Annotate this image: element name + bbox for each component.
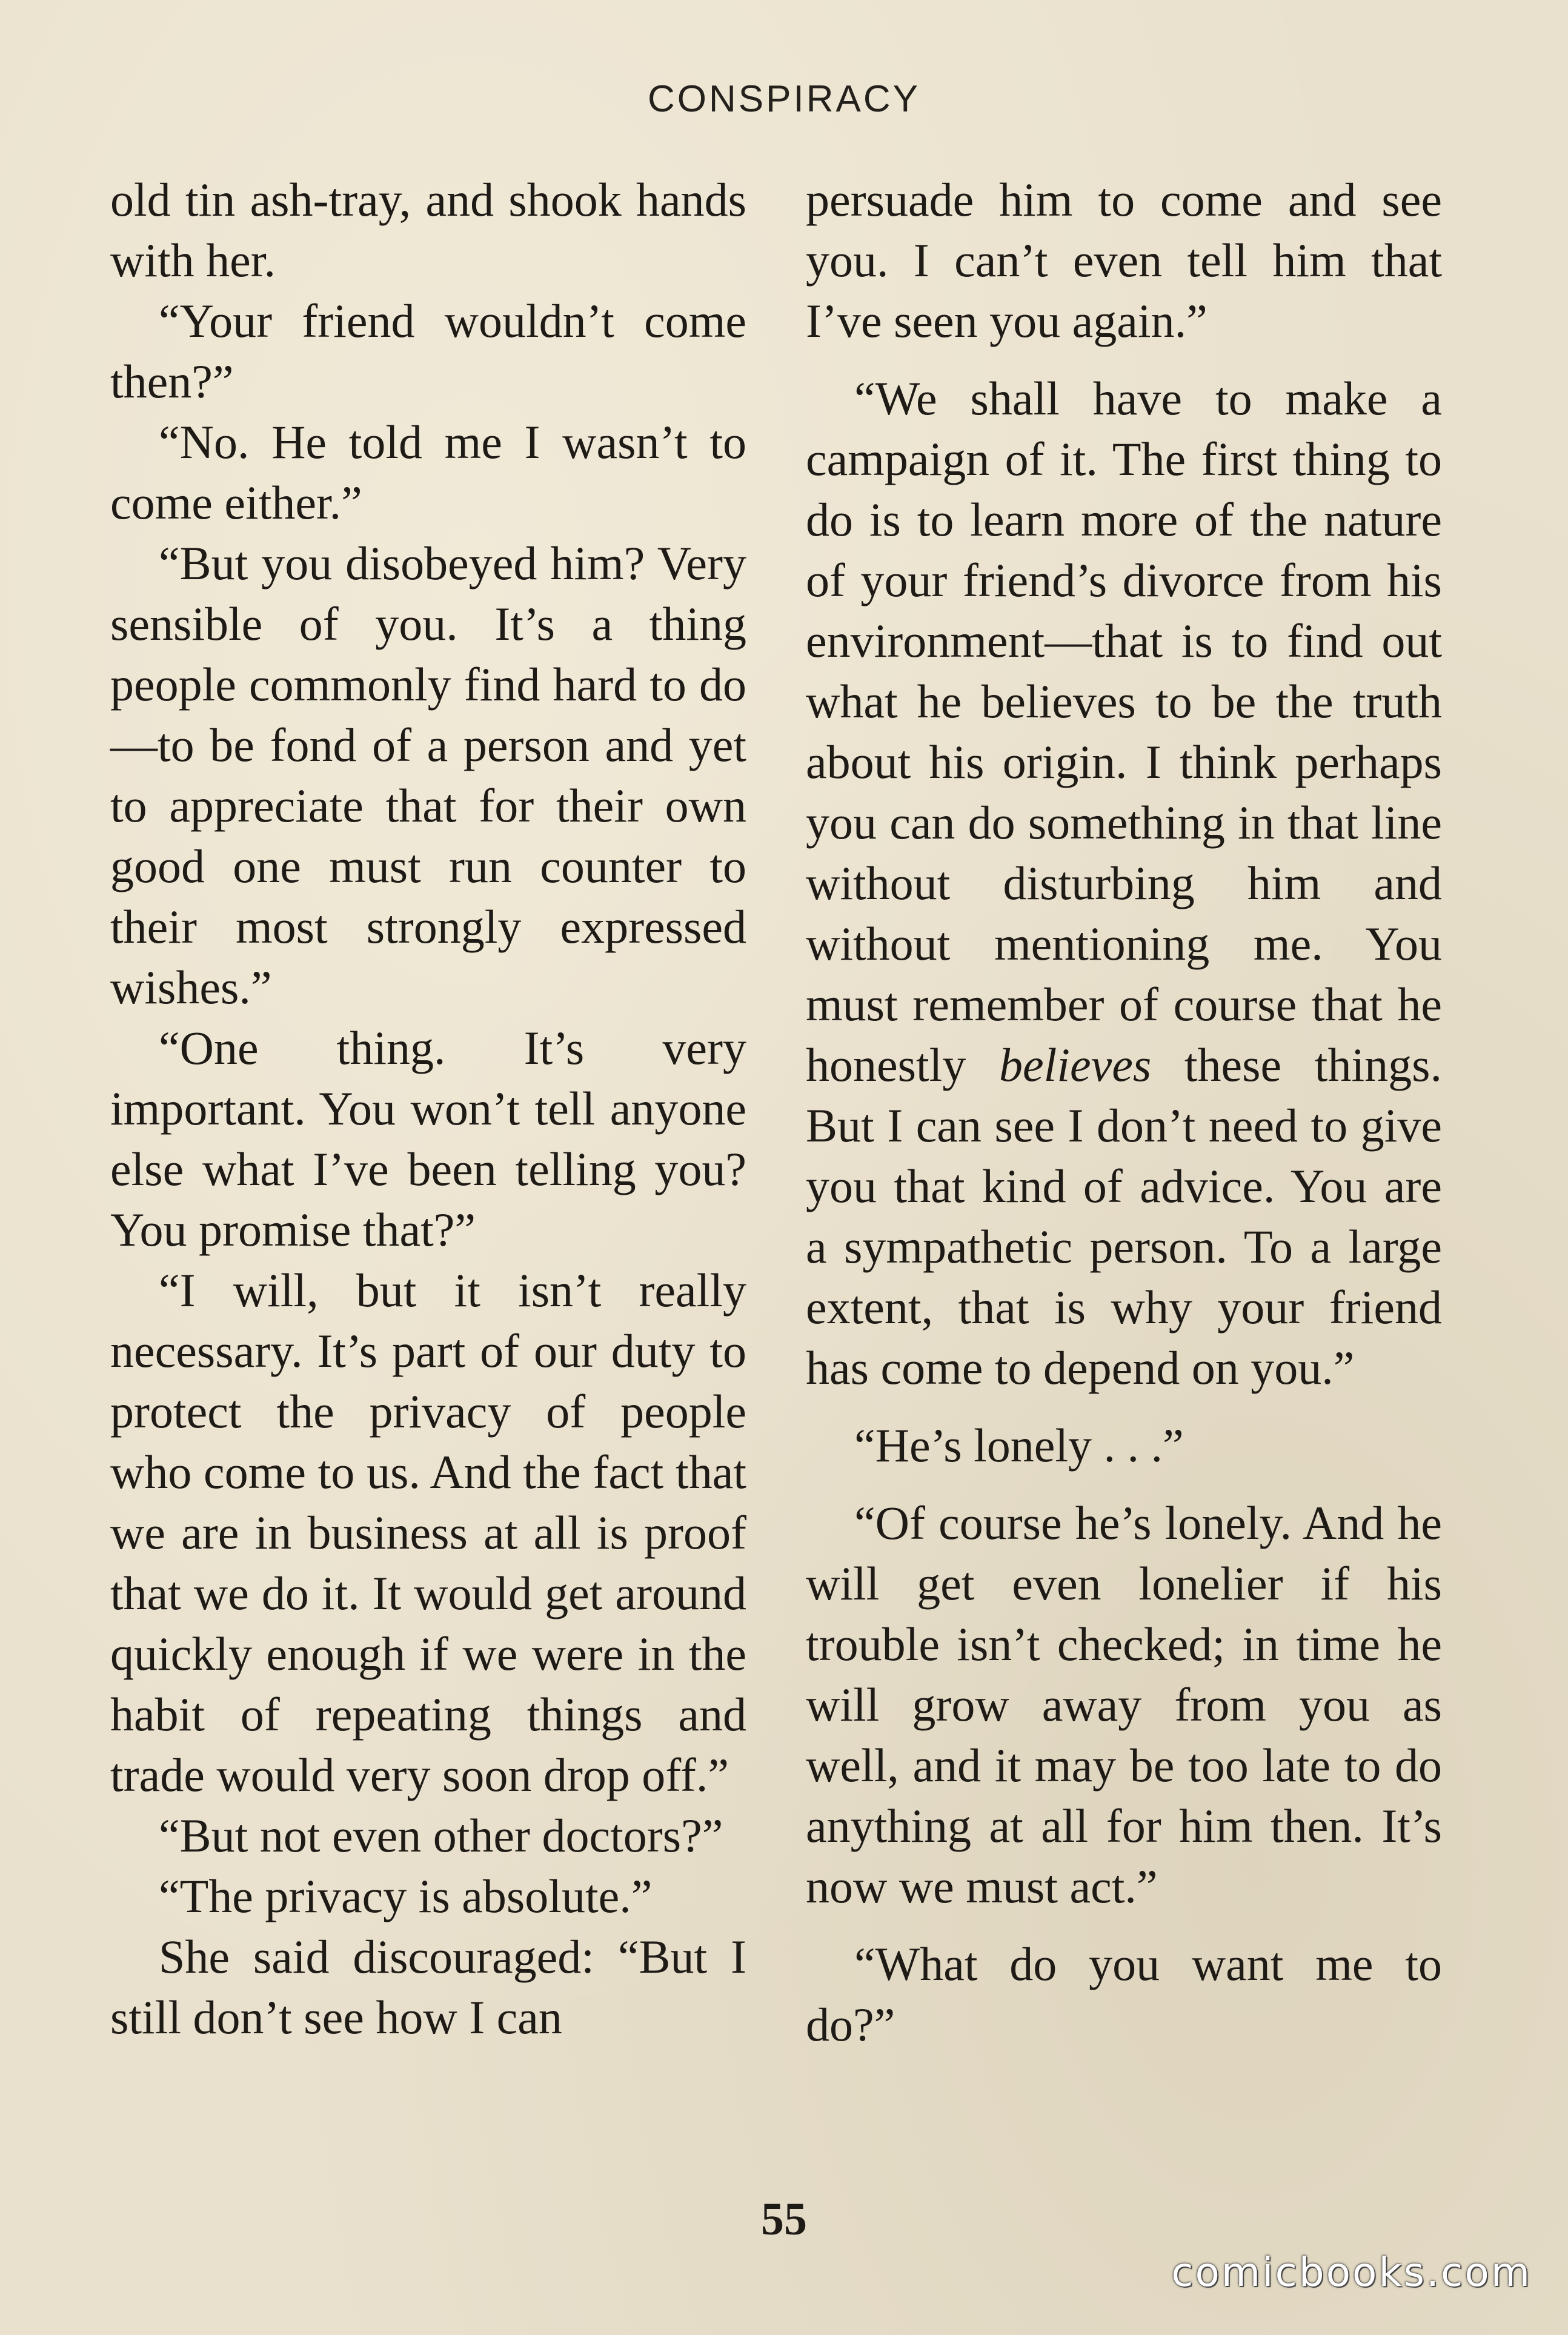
paragraph: “But not even other doctors?” — [159, 1809, 723, 1862]
paragraph: “One thing. It’s very important. You won’t tell anyone else what I’ve been telling you? You promise that?” — [110, 1021, 746, 1256]
paragraph: “What do you want me to do?” — [806, 1938, 1442, 2051]
watermark: comicbooks.com — [1171, 2249, 1532, 2296]
paragraph: “I will, but it isn’t really necessary. It’s part of our duty to protect the privacy of people who come to us. And the fact that we are in business at all is proof that we do it. It would get around quickly enough if we were in the habit of repeating things and trade would very soon drop off.” — [110, 1264, 746, 1801]
paragraph: old tin ash-tray, and shook hands with her. — [110, 173, 746, 287]
paragraph: She said discouraged: “But I still don’t see how I can — [110, 1930, 746, 2044]
paragraph: “Of course he’s lonely. And he will get even lonelier if his trouble isn’t checked; in time he will grow away from you as well, and it may be too late to do anything at all for him then. It’s now we must act.” — [806, 1496, 1442, 1913]
running-head: CONSPIRACY — [648, 78, 920, 120]
paragraph: “But you disobeyed him? Very sensible of you. It’s a thing people commonly find hard to do—to be fond of a person and yet to appreciate that for their own good one must run counter to their most strongly expressed wishes.” — [110, 537, 746, 1014]
paragraph — [806, 368, 1442, 1398]
page-number: 55 — [761, 2194, 807, 2245]
paragraph: “Your friend wouldn’t come then?” — [110, 294, 746, 408]
paragraph-text: “We shall have to make a campaign of it. The first thing to do is to learn more of the nature of your friend’s divorce from his environment—that is to find out what he believes to be the truth about his origin. I think perhaps you can do something in that line without disturbing him and without mentioning me. You must remember of course that he honestly — [806, 372, 1442, 1091]
paragraph-text: these things. But I can see I don’t need to give you that kind of advice. You are a sympathetic person. To a large extent, that is why your friend has come to depend on you.” — [806, 1038, 1442, 1394]
paragraph: “He’s lonely . . .” — [854, 1419, 1184, 1472]
paragraph: persuade him to come and see you. I can’t even tell him that I’ve seen you again.” — [806, 173, 1442, 347]
paragraph: “The privacy is absolute.” — [159, 1870, 653, 1922]
emphasis-text: believes — [999, 1038, 1152, 1091]
left-column — [110, 170, 746, 2048]
paragraph: “No. He told me I wasn’t to come either.” — [110, 416, 746, 529]
right-column — [806, 170, 1442, 2055]
